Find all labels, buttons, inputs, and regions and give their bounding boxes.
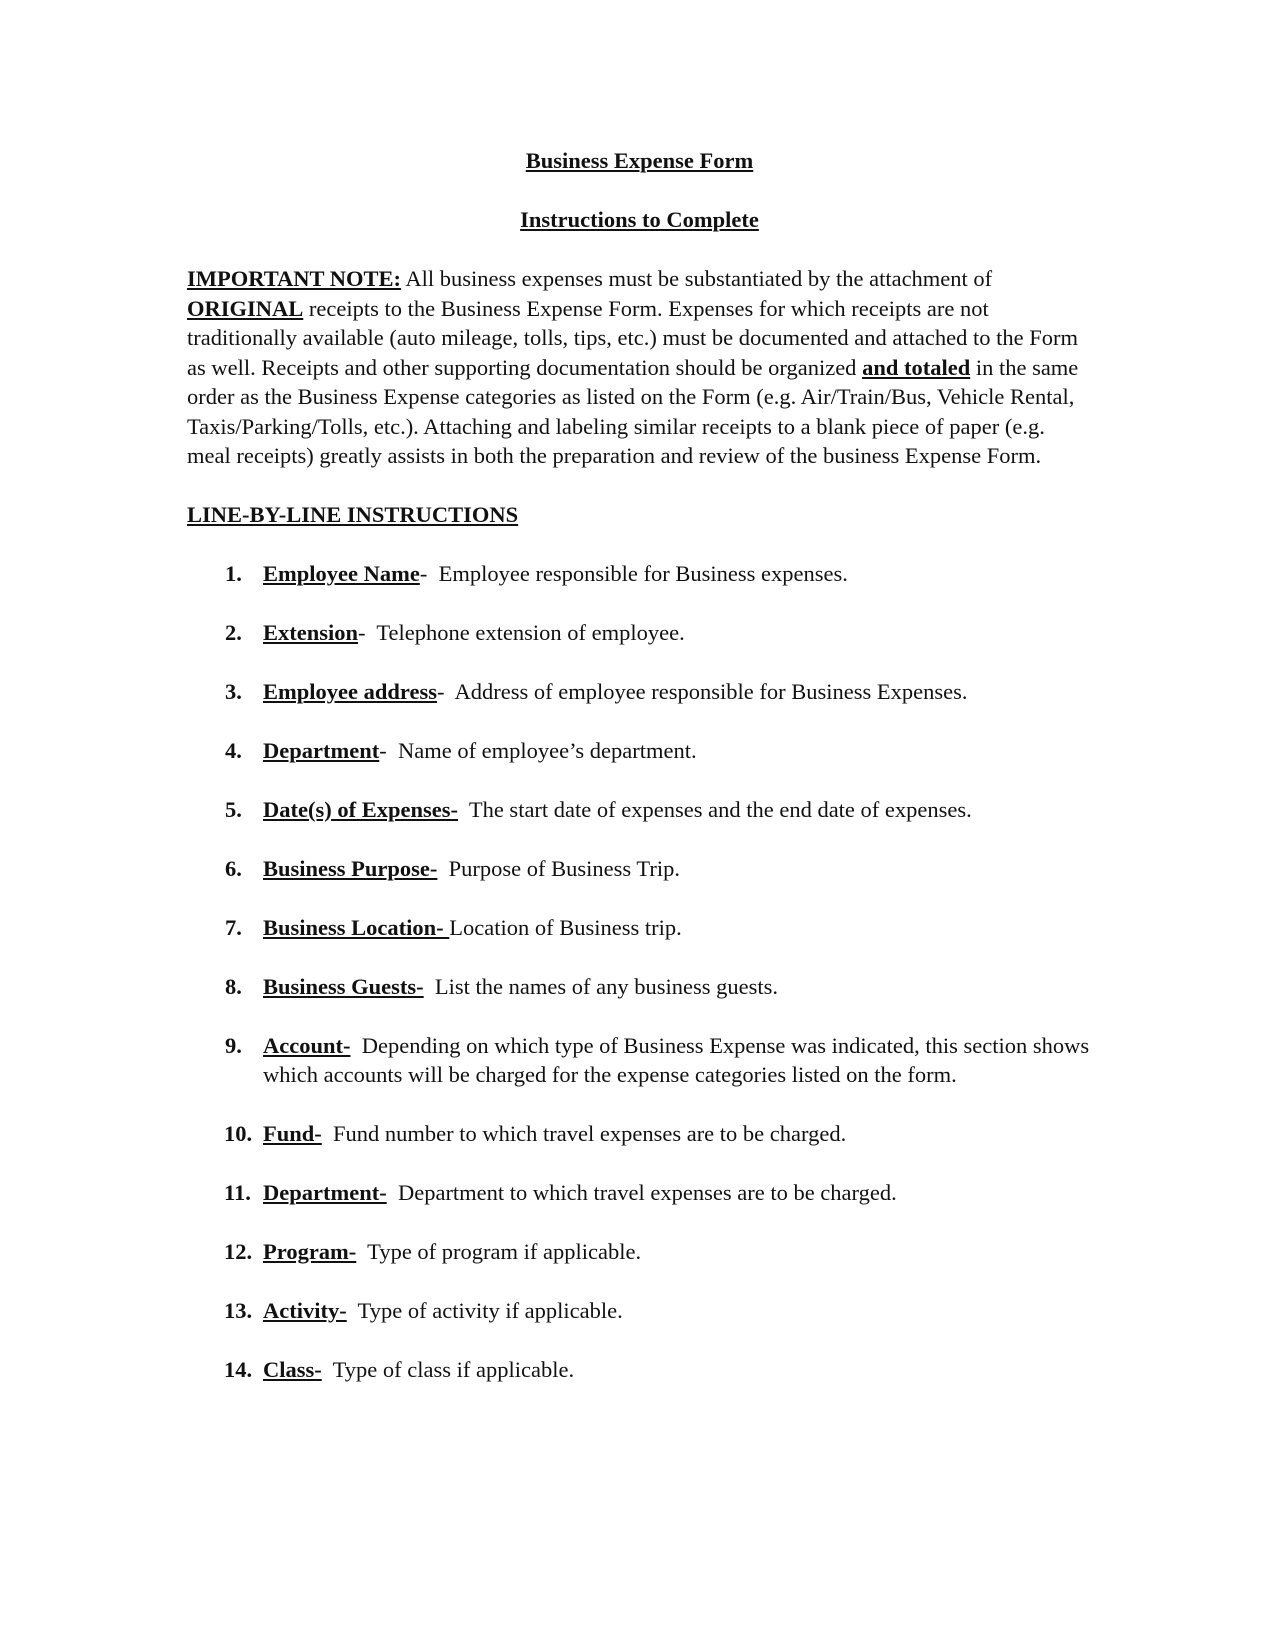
- item-separator: -: [436, 678, 445, 704]
- item-description: Type of program if applicable.: [356, 1238, 642, 1264]
- item-description: Department to which travel expenses are to be charged.: [386, 1179, 897, 1205]
- list-item: [187, 913, 1092, 942]
- document-page: [187, 146, 1095, 1414]
- instructions-list: [187, 559, 1095, 1384]
- list-item: [187, 559, 1092, 588]
- item-term: Extension: [263, 619, 359, 645]
- item-separator: -: [379, 737, 387, 763]
- list-item: [187, 677, 1092, 706]
- note-text-3: in the same order as the Business Expense categories as listed on the Form (e.g. Air/Train/Bus, Vehicle Rental, Taxis/Parking/Tolls, etc.). Attaching and labeling similar receipts to a blank piece of paper (e.g. meal receipts) greatly assists in both the preparation and review of the business Expense Form.: [187, 354, 1079, 468]
- list-item: [187, 972, 1092, 1001]
- item-number: 10.: [224, 1120, 253, 1146]
- list-item: [187, 736, 1092, 765]
- item-description: Purpose of Business Trip.: [437, 855, 680, 881]
- item-term: Activity-: [263, 1297, 347, 1323]
- list-item: [187, 1119, 1092, 1148]
- item-term: Class-: [263, 1356, 322, 1382]
- item-term: Business Location-: [263, 914, 450, 940]
- list-item: [187, 1031, 1095, 1089]
- item-number: 2.: [225, 619, 242, 645]
- item-description: Telephone extension of employee.: [365, 619, 685, 645]
- list-item: [187, 795, 1092, 824]
- page-title: Business Expense Form: [525, 148, 754, 173]
- note-emphasis-and-totaled: and totaled: [862, 354, 971, 380]
- item-description: Location of Business trip.: [449, 914, 682, 940]
- item-number: 3.: [225, 678, 242, 704]
- section-heading: LINE-BY-LINE INSTRUCTIONS: [187, 501, 519, 527]
- item-description: Depending on which type of Business Expense was indicated, this section shows which accounts will be charged for the expense categories listed on the form.: [263, 1032, 1095, 1087]
- item-separator: -: [358, 619, 366, 645]
- item-description: Employee responsible for Business expenses.: [427, 560, 848, 586]
- item-term: Employee address: [263, 678, 437, 704]
- item-term: Fund-: [263, 1120, 322, 1146]
- item-number: 13.: [224, 1297, 253, 1323]
- item-description: Name of employee’s department.: [386, 737, 697, 763]
- item-number: 11.: [224, 1179, 251, 1205]
- item-number: 12.: [224, 1238, 253, 1264]
- list-item: [187, 1296, 1092, 1325]
- item-term: Account-: [263, 1032, 351, 1058]
- item-number: 1.: [225, 560, 242, 586]
- list-item: [187, 854, 1092, 883]
- item-number: 6.: [225, 855, 242, 881]
- item-term: Date(s) of Expenses-: [263, 796, 458, 822]
- item-term: Department-: [263, 1179, 387, 1205]
- item-number: 4.: [225, 737, 242, 763]
- item-description: Type of class if applicable.: [321, 1356, 575, 1382]
- item-number: 8.: [225, 973, 242, 999]
- page-subtitle: Instructions to Complete: [520, 207, 759, 232]
- item-term: Employee Name: [263, 560, 420, 586]
- item-number: 7.: [225, 914, 242, 940]
- item-term: Department: [263, 737, 380, 763]
- important-note-label: IMPORTANT NOTE:: [187, 266, 402, 291]
- item-number: 14.: [224, 1356, 253, 1382]
- item-term: Business Guests-: [263, 973, 424, 999]
- list-item: [187, 618, 1092, 647]
- item-description: The start date of expenses and the end date of expenses.: [457, 796, 972, 822]
- item-number: 5.: [225, 796, 242, 822]
- item-separator: -: [419, 560, 428, 586]
- item-term: Business Purpose-: [263, 855, 438, 881]
- item-number: 9.: [225, 1032, 242, 1058]
- list-item: [187, 1178, 1092, 1207]
- item-description: Address of employee responsible for Business Expenses.: [444, 678, 968, 704]
- list-item: [187, 1237, 1092, 1266]
- note-text-2: receipts to the Business Expense Form. Expenses for which receipts are not traditionally available (auto mileage, tolls, tips, etc.) must be documented and attached to the Form as well. Receipts and other supporting documentation should be organized: [187, 295, 1078, 380]
- list-item: [187, 1355, 1092, 1384]
- important-note-paragraph: [187, 264, 1092, 471]
- item-description: Type of activity if applicable.: [346, 1297, 623, 1323]
- item-description: Fund number to which travel expenses are to be charged.: [321, 1120, 847, 1146]
- item-term: Program-: [263, 1238, 357, 1264]
- note-text-1: All business expenses must be substantiated by the attachment of: [401, 266, 993, 291]
- note-emphasis-original: ORIGINAL: [187, 295, 304, 321]
- item-description: List the names of any business guests.: [423, 973, 779, 999]
